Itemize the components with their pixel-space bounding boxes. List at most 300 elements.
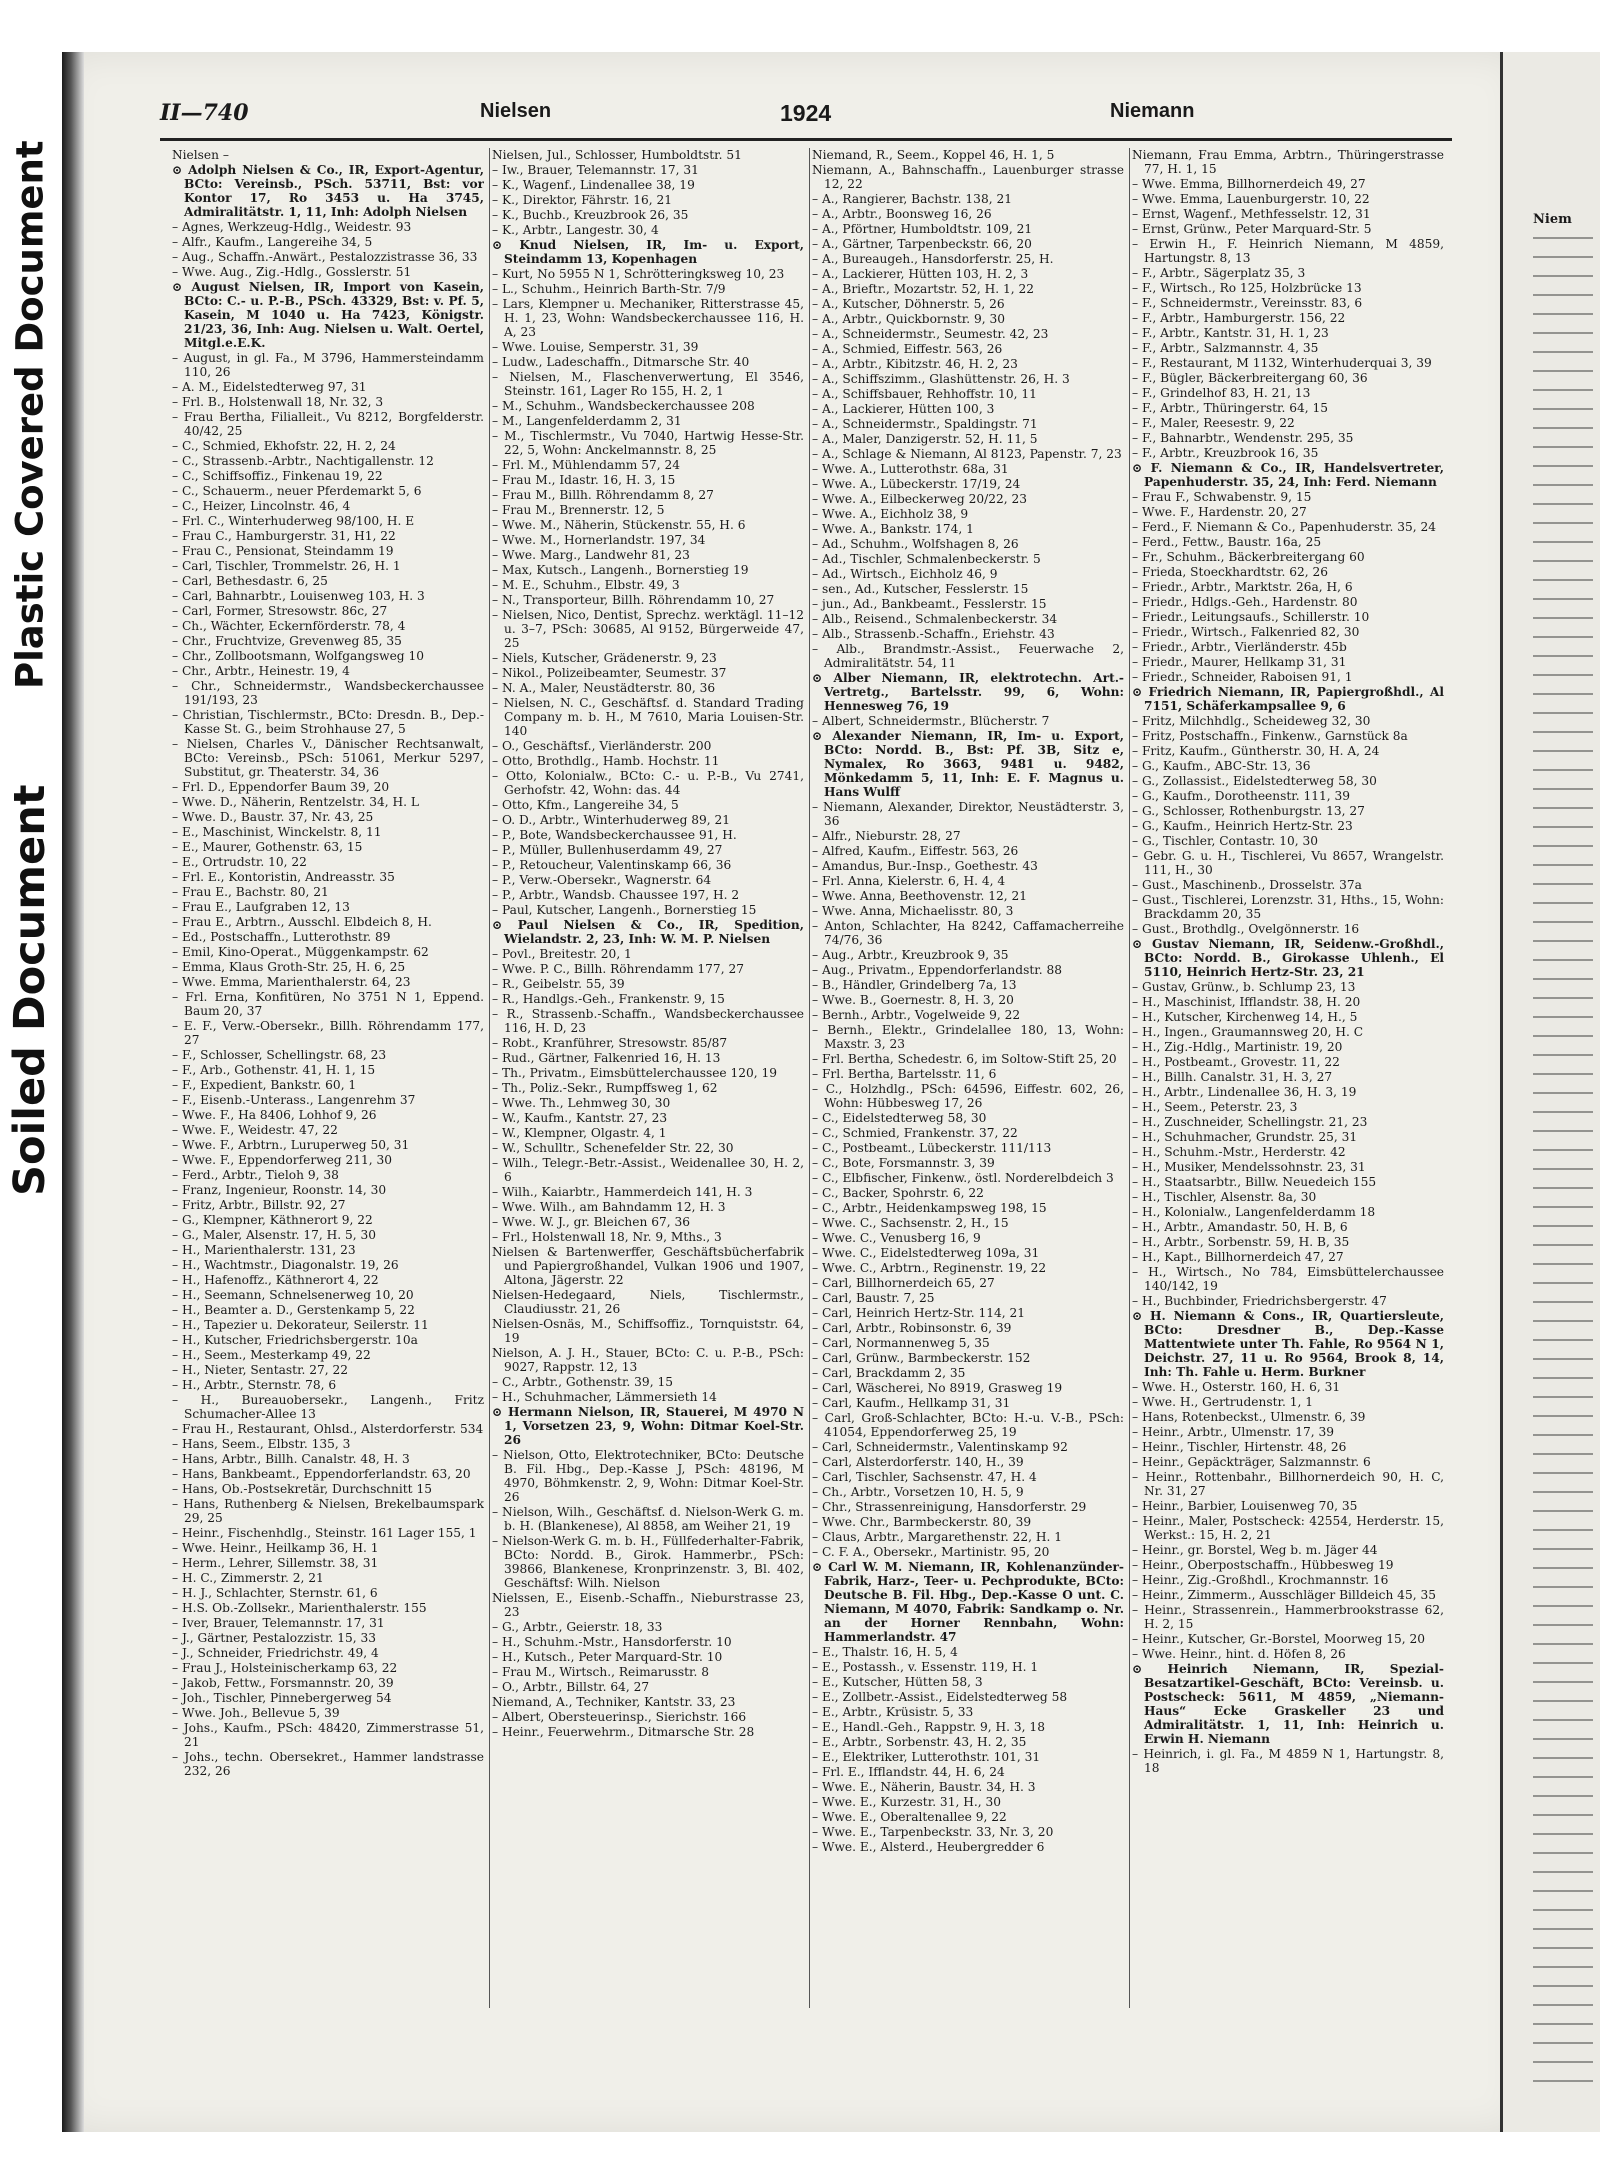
- directory-entry: – Th., Poliz.-Sekr., Rumpffsweg 1, 62: [492, 1081, 718, 1095]
- directory-entry: – Wwe. Marg., Landwehr 81, 23: [492, 548, 690, 562]
- firm-entry: ⊙ Alexander Niemann, IR, Im- u. Export, BCto: Nordd. B., Bst: Pf. 3B, Sitz e, Nymalex, Ro 3663, 9481 u. 9482, Mönkedamm 5, 11, Inh: E. F. Magnus u. Hans Wulff: [812, 729, 1124, 799]
- directory-entry: – C., Eidelstedterweg 58, 30: [812, 1111, 987, 1125]
- directory-entry: – H., Billh. Canalstr. 31, H. 3, 27: [1132, 1070, 1333, 1084]
- directory-entry: Nielsen –: [172, 148, 229, 162]
- directory-entry: – Nielsen, Charles V., Dänischer Rechtsanwalt, BCto: Vereinsb., PSch: 51061, Merkur 5297, Substitut, gr. Theaterstr. 34, 36: [172, 737, 484, 779]
- directory-entry: – H., Wachtmstr., Diagonalstr. 19, 26: [172, 1258, 399, 1272]
- firm-entry: ⊙ August Nielsen, IR, Import von Kasein, BCto: C.- u. P.-B., PSch. 43329, Bst: v. Pf. 5, Kasein, M 1040 u. Ha 7423, Königstr. 21/23, 36, Inh: Aug. Nielsen u. Walt. Oertel, Mitgl.e.E.K.: [172, 280, 484, 350]
- directory-entry: – P., Verw.-Obersekr., Wagnerstr. 64: [492, 873, 712, 887]
- directory-entry: – G., Tischler, Contastr. 10, 30: [1132, 834, 1319, 848]
- directory-entry: – Frau C., Hamburgerstr. 31, H1, 22: [172, 529, 396, 543]
- directory-entry: – H., Schuhmacher, Lämmersieth 14: [492, 1390, 717, 1404]
- directory-entry: – Wwe. P. C., Billh. Röhrendamm 177, 27: [492, 962, 744, 976]
- directory-entry: – Heinr., Maler, Postscheck: 42554, Herderstr. 15, Werkst.: 15, H. 2, 21: [1132, 1514, 1444, 1542]
- directory-entry: – Hans, Rotenbeckst., Ulmenstr. 6, 39: [1132, 1410, 1366, 1424]
- directory-entry: – A., Rangierer, Bachstr. 138, 21: [812, 192, 1012, 206]
- directory-entry: – C., Arbtr., Gothenstr. 39, 15: [492, 1375, 673, 1389]
- directory-entry: – Frl. M., Mühlendamm 57, 24: [492, 458, 680, 472]
- directory-entry: – Carl, Normannenweg 5, 35: [812, 1336, 990, 1350]
- directory-entry: – P., Arbtr., Wandsb. Chaussee 197, H. 2: [492, 888, 740, 902]
- directory-entry: – Fritz, Postschaffn., Finkenw., Garnstück 8a: [1132, 729, 1408, 743]
- directory-entry: – H., Arbtr., Sorbenstr. 59, H. B, 35: [1132, 1235, 1350, 1249]
- directory-entry: – G., Kaufm., Heinrich Hertz-Str. 23: [1132, 819, 1353, 833]
- directory-entry: – Carl, Bethesdastr. 6, 25: [172, 574, 328, 588]
- directory-entry: – A., Schneidermstr., Seumestr. 42, 23: [812, 327, 1049, 341]
- directory-entry: – M., Tischlermstr., Vu 7040, Hartwig Hesse-Str. 22, 5, Wohn: Anckelmannstr. 8, 25: [492, 429, 804, 457]
- directory-entry: Nielsen-Osnäs, M., Schiffsoffiz., Tornquiststr. 64, 19: [492, 1317, 804, 1345]
- directory-entry: – Wwe. M., Näherin, Stückenstr. 55, H. 6: [492, 518, 746, 532]
- directory-entry: – C., Schmied, Frankenstr. 37, 22: [812, 1126, 1018, 1140]
- directory-entry: Nielsen & Bartenwerffer, Geschäftsbücherfabrik und Papiergroßhandel, Vulkan 1906 und 1907, Altona, Jägerstr. 22: [492, 1245, 804, 1287]
- directory-entry: – E., Zollbetr.-Assist., Eidelstedterweg 58: [812, 1690, 1068, 1704]
- page-number: II—740: [160, 100, 249, 126]
- directory-entry: – Ch., Arbtr., Vorsetzen 10, H. 5, 9: [812, 1485, 1024, 1499]
- directory-entry: Nielsen-Hedegaard, Niels, Tischlermstr., Claudiusstr. 21, 26: [492, 1288, 804, 1316]
- header-right-name: Niemann: [1110, 100, 1195, 122]
- directory-entry: – Nikol., Polizeibeamter, Seumestr. 37: [492, 666, 727, 680]
- directory-entry: – Wwe. C., Arbtrn., Reginenstr. 19, 22: [812, 1261, 1047, 1275]
- directory-entry: – A., Arbtr., Kibitzstr. 46, H. 2, 23: [812, 357, 1018, 371]
- directory-entry: – Heinr., Rottenbahr., Billhornerdeich 90, H. C, Nr. 31, 27: [1132, 1470, 1444, 1498]
- directory-entry: – Wilh., Kaiarbtr., Hammerdeich 141, H. 3: [492, 1185, 753, 1199]
- directory-entry: – F., Arbtr., Thüringerstr. 64, 15: [1132, 401, 1328, 415]
- firm-entry: ⊙ Hermann Nielson, IR, Stauerei, M 4970 N 1, Vorsetzen 23, 9, Wohn: Ditmar Koel-Str. 26: [492, 1405, 804, 1447]
- directory-entry: – Carl, Tischler, Trommelstr. 26, H. 1: [172, 559, 401, 573]
- directory-entry: – Friedr., Arbtr., Marktstr. 26a, H, 6: [1132, 580, 1353, 594]
- directory-entry: – R., Strassenb.-Schaffn., Wandsbeckerchaussee 116, H. D, 23: [492, 1007, 804, 1035]
- directory-entry: – Amandus, Bur.-Insp., Goethestr. 43: [812, 859, 1038, 873]
- directory-entry: – N., Transporteur, Billh. Röhrendamm 10, 27: [492, 593, 775, 607]
- directory-entry: – Heinr., Arbtr., Ulmenstr. 17, 39: [1132, 1425, 1335, 1439]
- directory-entry: – Gustav, Grünw., b. Schlump 23, 13: [1132, 980, 1356, 994]
- directory-entry: – Wwe. Anna, Michaelisstr. 80, 3: [812, 904, 1014, 918]
- directory-entry: – Wwe. E., Kurzestr. 31, H., 30: [812, 1795, 1001, 1809]
- directory-entry: – Joh., Tischler, Pinnebergerweg 54: [172, 1691, 392, 1705]
- directory-entry: – E., Ortrudstr. 10, 22: [172, 855, 307, 869]
- firm-entry: ⊙ H. Niemann & Cons., IR, Quartiersleute, BCto: Dresdner B., Dep.-Kasse Mattentwiete unter Th. Fahle, Ro 9564 N 1, Deichstr. 27, 11 u. Ro 9564, Brook 8, 14, Inh: Th. Fahle u. Herm. Burkner: [1132, 1309, 1444, 1379]
- directory-entry: – Carl, Tischler, Sachsenstr. 47, H. 4: [812, 1470, 1037, 1484]
- directory-entry: – Ferd., Fettw., Baustr. 16a, 25: [1132, 535, 1322, 549]
- directory-entry: – A., Arbtr., Boonsweg 16, 26: [812, 207, 992, 221]
- directory-entry: – Heinr., Fischenhdlg., Steinstr. 161 Lager 155, 1: [172, 1526, 477, 1540]
- directory-entry: – F., Eisenb.-Unterass., Langenrehm 37: [172, 1093, 416, 1107]
- directory-entry: – A., Schneidermstr., Spaldingstr. 71: [812, 417, 1038, 431]
- directory-entry: – H., Kutscher, Friedrichsbergerstr. 10a: [172, 1333, 418, 1347]
- directory-entry: – W., Klempner, Olgastr. 4, 1: [492, 1126, 667, 1140]
- directory-entry: – Carl, Arbtr., Robinsonstr. 6, 39: [812, 1321, 1012, 1335]
- directory-entry: – Friedr., Schneider, Raboisen 91, 1: [1132, 670, 1353, 684]
- directory-entry: Niemand, A., Techniker, Kantstr. 33, 23: [492, 1695, 736, 1709]
- directory-entry: – Wwe. A., Lutterothstr. 68a, 31: [812, 462, 1009, 476]
- directory-entry: – Frau J., Holsteinischerkamp 63, 22: [172, 1661, 398, 1675]
- directory-entry: – A., Pförtner, Humboldtstr. 109, 21: [812, 222, 1033, 236]
- directory-entry: – Frau M., Brennerstr. 12, 5: [492, 503, 665, 517]
- directory-entry: – Carl, Heinrich Hertz-Str. 114, 21: [812, 1306, 1025, 1320]
- directory-entry: – Rud., Gärtner, Falkenried 16, H. 13: [492, 1051, 721, 1065]
- directory-entry: – P., Müller, Bullenhuserdamm 49, 27: [492, 843, 723, 857]
- directory-entry: – Wwe. Th., Lehmweg 30, 30: [492, 1096, 671, 1110]
- directory-entry: – Fr., Schuhm., Bäckerbreitergang 60: [1132, 550, 1365, 564]
- directory-entry: – G., Schlosser, Rothenburgstr. 13, 27: [1132, 804, 1365, 818]
- column-4: [1132, 148, 1444, 2018]
- directory-entry: – Anton, Schlachter, Ha 8242, Caffamacherreihe 74/76, 36: [812, 919, 1124, 947]
- directory-entry: – H., Kutscher, Kirchenweg 14, H., 5: [1132, 1010, 1358, 1024]
- header-rule: [160, 138, 1452, 141]
- directory-entry: – Claus, Arbtr., Margarethenstr. 22, H. 1: [812, 1530, 1063, 1544]
- directory-entry: – A., Brieftr., Mozartstr. 52, H. 1, 22: [812, 282, 1035, 296]
- directory-entry: – Aug., Schaffn.-Anwärt., Pestalozzistrasse 36, 33: [172, 250, 478, 264]
- directory-entry: – Wwe. Heinr., hint. d. Höfen 8, 26: [1132, 1647, 1346, 1661]
- directory-entry: – C., Arbtr., Heidenkampsweg 198, 15: [812, 1201, 1047, 1215]
- directory-entry: – Heinr., Oberpostschaffn., Hübbesweg 19: [1132, 1558, 1394, 1572]
- directory-entry: – Wwe. H., Osterstr. 160, H. 6, 31: [1132, 1380, 1341, 1394]
- directory-entry: – H., Buchbinder, Friedrichsbergerstr. 47: [1132, 1294, 1387, 1308]
- directory-entry: – Wwe. Anna, Beethovenstr. 12, 21: [812, 889, 1027, 903]
- directory-entry: – Wwe. F., Ha 8406, Lohhof 9, 26: [172, 1108, 377, 1122]
- directory-entry: – C., Backer, Spohrstr. 6, 22: [812, 1186, 984, 1200]
- directory-entry: – O., Geschäftsf., Vierländerstr. 200: [492, 739, 712, 753]
- directory-entry: – H., Schuhm.-Mstr., Herderstr. 42: [1132, 1145, 1346, 1159]
- directory-entry: – H., Musiker, Mendelssohnstr. 23, 31: [1132, 1160, 1366, 1174]
- directory-entry: – Povl., Breitestr. 20, 1: [492, 947, 632, 961]
- directory-entry: – Wwe. A., Bankstr. 174, 1: [812, 522, 974, 536]
- column-1: [172, 148, 484, 2018]
- directory-entry: – F., Arbtr., Hamburgerstr. 156, 22: [1132, 311, 1346, 325]
- directory-entry: – Christian, Tischlermstr., BCto: Dresdn. B., Dep.-Kasse St. G., beim Strohhause 27, 5: [172, 708, 484, 736]
- directory-entry: – G., Arbtr., Geierstr. 18, 33: [492, 1620, 663, 1634]
- directory-entry: – F., Schlosser, Schellingstr. 68, 23: [172, 1048, 387, 1062]
- firm-entry: ⊙ Paul Nielsen & Co., IR, Spedition, Wielandstr. 2, 23, Inh: W. M. P. Nielsen: [492, 918, 804, 946]
- directory-entry: – Frau E., Bachstr. 80, 21: [172, 885, 329, 899]
- directory-entry: – Wwe. W. J., gr. Bleichen 67, 36: [492, 1215, 690, 1229]
- directory-entry: – Wwe. A., Lübeckerstr. 17/19, 24: [812, 477, 1021, 491]
- directory-entry: – Heinr., Zimmerm., Ausschläger Billdeich 45, 35: [1132, 1588, 1436, 1602]
- directory-entry: – H., Seem., Peterstr. 23, 3: [1132, 1100, 1298, 1114]
- directory-entry: – Agnes, Werkzeug-Hdlg., Weidestr. 93: [172, 220, 412, 234]
- directory-entry: – Ad., Wirtsch., Eichholz 46, 9: [812, 567, 998, 581]
- directory-entry: – E., Elektriker, Lutterothstr. 101, 31: [812, 1750, 1041, 1764]
- directory-entry: – H., Arbtr., Amandastr. 50, H. B, 6: [1132, 1220, 1348, 1234]
- directory-entry: – E. F., Verw.-Obersekr., Billh. Röhrendamm 177, 27: [172, 1019, 484, 1047]
- directory-entry: – Wwe. C., Venusberg 16, 9: [812, 1231, 981, 1245]
- directory-entry: – Carl, Kaufm., Hellkamp 31, 31: [812, 1396, 1011, 1410]
- directory-entry: – Frau H., Restaurant, Ohlsd., Alsterdorferstr. 534: [172, 1422, 484, 1436]
- directory-entry: – Carl, Alsterdorferstr. 140, H., 39: [812, 1455, 1024, 1469]
- page-binding-shadow: [62, 52, 84, 2132]
- header-left-name: Nielsen: [480, 100, 552, 122]
- firm-entry: ⊙ F. Niemann & Co., IR, Handelsvertreter, Papenhuderstr. 35, 24, Inh: Ferd. Niemann: [1132, 461, 1444, 489]
- directory-entry: – Heinr., Tischler, Hirtenstr. 48, 26: [1132, 1440, 1347, 1454]
- plastic-covered-label: Plastic Covered Document: [8, 140, 52, 690]
- directory-entry: Niemand, R., Seem., Koppel 46, H. 1, 5: [812, 148, 1055, 162]
- directory-entry: – A., Schlage & Niemann, Al 8123, Papenstr. 7, 23: [812, 447, 1122, 461]
- directory-entry: – O., Arbtr., Billstr. 64, 27: [492, 1680, 650, 1694]
- next-page-edge: [1500, 52, 1600, 2132]
- directory-entry: – Carl, Groß-Schlachter, BCto: H.-u. V.-B., PSch: 41054, Eppendorferweg 25, 19: [812, 1411, 1124, 1439]
- directory-entry: – Ferd., F. Niemann & Co., Papenhuderstr. 35, 24: [1132, 520, 1436, 534]
- directory-entry: – F., Arbtr., Kantstr. 31, H. 1, 23: [1132, 326, 1329, 340]
- directory-entry: – Alfred, Kaufm., Eiffestr. 563, 26: [812, 844, 1019, 858]
- directory-entry: – Ferd., Arbtr., Tieloh 9, 38: [172, 1168, 339, 1182]
- firm-entry: ⊙ Heinrich Niemann, IR, Spezial-Besatzartikel-Geschäft, BCto: Vereinsb. u. Postscheck: 5611, M 4859, „Niemann-Haus“ Ecke Graskeller 23 und Admiralitätstr. 1, 11, Inh: Heinrich u. Erwin H. Niemann: [1132, 1662, 1444, 1746]
- directory-entry: – J., Schneider, Friedrichstr. 49, 4: [172, 1646, 379, 1660]
- directory-entry: – Heinrich, i. gl. Fa., M 4859 N 1, Hartungstr. 8, 18: [1132, 1747, 1444, 1775]
- directory-entry: – Wwe. Louise, Semperstr. 31, 39: [492, 340, 699, 354]
- directory-entry: – Hans, Bankbeamt., Eppendorferlandstr. 63, 20: [172, 1467, 471, 1481]
- directory-entry: – Ed., Postschaffn., Lutterothstr. 89: [172, 930, 391, 944]
- directory-entry: – G., Klempner, Käthnerort 9, 22: [172, 1213, 373, 1227]
- directory-entry: – Nielsen, Nico, Dentist, Sprechz. werktägl. 11–12 u. 3–7, PSch: 30685, Al 9152, Bürgerweide 47, 25: [492, 608, 804, 650]
- directory-entry: – A., Gärtner, Tarpenbeckstr. 66, 20: [812, 237, 1032, 251]
- directory-entry: – Wwe. Joh., Bellevue 5, 39: [172, 1706, 340, 1720]
- directory-entry: – F., Grindelhof 83, H. 21, 13: [1132, 386, 1311, 400]
- directory-entry: – A., Kutscher, Döhnerstr. 5, 26: [812, 297, 1005, 311]
- directory-entry: – H., Kapt., Billhornerdeich 47, 27: [1132, 1250, 1344, 1264]
- directory-entry: – F., Arbtr., Kreuzbrook 16, 35: [1132, 446, 1319, 460]
- page-header: [100, 100, 1452, 130]
- directory-entry: – W., Kaufm., Kantstr. 27, 23: [492, 1111, 668, 1125]
- directory-entry: – Alb., Brandmstr.-Assist., Feuerwache 2, Admiralitätstr. 54, 11: [812, 642, 1124, 670]
- firm-entry: ⊙ Friedrich Niemann, IR, Papiergroßhdl., Al 7151, Schäferkampsallee 9, 6: [1132, 685, 1444, 713]
- directory-entry: – H., Tapezier u. Dekorateur, Seilerstr. 11: [172, 1318, 429, 1332]
- directory-entry: – M., Langenfelderdamm 2, 31: [492, 414, 682, 428]
- directory-entry: – A., Maler, Danzigerstr. 52, H. 11, 5: [812, 432, 1038, 446]
- directory-entry: – B., Händler, Grindelberg 7a, 13: [812, 978, 1017, 992]
- directory-entry: – Frl. Erna, Konfitüren, No 3751 N 1, Eppend. Baum 20, 37: [172, 990, 484, 1018]
- directory-entry: – Heinr., Zig.-Großhdl., Krochmannstr. 16: [1132, 1573, 1389, 1587]
- directory-entry: – E., Maurer, Gothenstr. 63, 15: [172, 840, 363, 854]
- directory-entry: – M. E., Schuhm., Elbstr. 49, 3: [492, 578, 680, 592]
- directory-entry: – Herm., Lehrer, Sillemstr. 38, 31: [172, 1556, 379, 1570]
- directory-entry: – F., Schneidermstr., Vereinsstr. 83, 6: [1132, 296, 1363, 310]
- directory-entry: – Wwe. F., Eppendorferweg 211, 30: [172, 1153, 392, 1167]
- directory-entry: Niemann, A., Bahnschaffn., Lauenburger strasse 12, 22: [812, 163, 1124, 191]
- directory-entry: – Niemann, Alexander, Direktor, Neustädterstr. 3, 36: [812, 800, 1124, 828]
- directory-entry: – Wwe. D., Baustr. 37, Nr. 43, 25: [172, 810, 374, 824]
- directory-entry: – H., Tischler, Alsenstr. 8a, 30: [1132, 1190, 1317, 1204]
- directory-entry: – H., Marienthalerstr. 131, 23: [172, 1243, 356, 1257]
- directory-entry: – C., Strassenb.-Arbtr., Nachtigallenstr. 12: [172, 454, 434, 468]
- directory-entry: – Wwe. Wilh., am Bahndamm 12, H. 3: [492, 1200, 726, 1214]
- directory-entry: Nielson, A. J. H., Stauer, BCto: C. u. P.-B., PSch: 9027, Rappstr. 12, 13: [492, 1346, 804, 1374]
- directory-entry: – Ad., Schuhm., Wolfshagen 8, 26: [812, 537, 1019, 551]
- directory-entry: – F., Arbtr., Salzmannstr. 4, 35: [1132, 341, 1319, 355]
- directory-entry: – Albert, Schneidermstr., Blücherstr. 7: [812, 714, 1050, 728]
- directory-entry: – Heinr., Strassenrein., Hammerbrookstrasse 62, H. 2, 15: [1132, 1603, 1444, 1631]
- directory-entry: – Wwe. E., Alsterd., Heubergredder 6: [812, 1840, 1045, 1854]
- directory-entry: – C., Schmied, Ekhofstr. 22, H. 2, 24: [172, 439, 396, 453]
- directory-entry: – M., Schuhm., Wandsbeckerchaussee 208: [492, 399, 755, 413]
- directory-entry: – L., Schuhm., Heinrich Barth-Str. 7/9: [492, 282, 726, 296]
- directory-entry: – E., Arbtr., Krüsistr. 5, 33: [812, 1705, 974, 1719]
- directory-entry: – Fritz, Kaufm., Güntherstr. 30, H. A, 24: [1132, 744, 1380, 758]
- directory-entry: – Frl., Holstenwall 18, Nr. 9, Mths., 3: [492, 1230, 722, 1244]
- directory-entry: – H., Staatsarbtr., Billw. Neuedeich 155: [1132, 1175, 1377, 1189]
- directory-entry: – Ad., Tischler, Schmalenbeckerstr. 5: [812, 552, 1041, 566]
- directory-entry: – Wwe. F., Arbtrn., Luruperweg 50, 31: [172, 1138, 410, 1152]
- directory-entry: – Carl, Billhornerdeich 65, 27: [812, 1276, 995, 1290]
- directory-entry: – Otto, Brothdlg., Hamb. Hochstr. 11: [492, 754, 720, 768]
- directory-entry: – Friedr., Maurer, Hellkamp 31, 31: [1132, 655, 1347, 669]
- directory-entry: – Bernh., Arbtr., Vogelweide 9, 22: [812, 1008, 1021, 1022]
- directory-entry: – Nielson-Werk G. m. b. H., Füllfederhalter-Fabrik, BCto: Nordd. B., Girok. Hammerbr., PSch: 39866, Blankenese, Kronprinzenstr. 3, Bl. 402, Geschäftsf: Wilh. Nielson: [492, 1534, 804, 1590]
- directory-entry: – Friedr., Hdlgs.-Geh., Hardenstr. 80: [1132, 595, 1358, 609]
- directory-entry: – W., Schulltr., Schenefelder Str. 22, 30: [492, 1141, 734, 1155]
- directory-entry: – A. M., Eidelstedterweg 97, 31: [172, 380, 367, 394]
- directory-entry: – K., Wagenf., Lindenallee 38, 19: [492, 178, 695, 192]
- directory-entry: – Nielson, Otto, Elektrotechniker, BCto: Deutsche B. Fil. Hbg., Dep.-Kasse J, PSch: 48196, M 4970, Böhmkenstr. 2, 9, Wohn: Ditmar Koel-Str. 26: [492, 1448, 804, 1504]
- column-2: [492, 148, 804, 2018]
- directory-entry: – Wwe. E., Tarpenbeckstr. 33, Nr. 3, 20: [812, 1825, 1054, 1839]
- firm-entry: ⊙ Adolph Nielsen & Co., IR, Export-Agentur, BCto: Vereinsb., PSch. 53711, Bst: vor Kontor 17, Ro 3453 u. Ha 3745, Admiralitätstr. 1, 11, Inh: Adolph Nielsen: [172, 163, 484, 219]
- directory-entry: – A., Schmied, Eiffestr. 563, 26: [812, 342, 1003, 356]
- directory-entry: – H., Maschinist, Ifflandstr. 38, H. 20: [1132, 995, 1361, 1009]
- directory-entry: – A., Arbtr., Quickbornstr. 9, 30: [812, 312, 1005, 326]
- firm-entry: ⊙ Knud Nielsen, IR, Im- u. Export, Steindamm 13, Kopenhagen: [492, 238, 804, 266]
- directory-entry: – C., Heizer, Lincolnstr. 46, 4: [172, 499, 351, 513]
- directory-entry: – Fritz, Milchhdlg., Scheideweg 32, 30: [1132, 714, 1371, 728]
- directory-entry: – H., Zig.-Hdlg., Martinistr. 19, 20: [1132, 1040, 1343, 1054]
- column-3: [812, 148, 1124, 2018]
- directory-entry: – Frau Bertha, Filialleit., Vu 8212, Borgfelderstr. 40/42, 25: [172, 410, 484, 438]
- directory-entry: – E., Handl.-Geh., Rappstr. 9, H. 3, 18: [812, 1720, 1045, 1734]
- side-labels: [0, 140, 60, 1280]
- firm-entry: ⊙ Gustav Niemann, IR, Seidenw.-Großhdl., BCto: Nordd. B., Girokasse Uhlenh., El 5110, Heinrich Hertz-Str. 23, 21: [1132, 937, 1444, 979]
- directory-entry: – Wwe. C., Sachsenstr. 2, H., 15: [812, 1216, 1009, 1230]
- directory-entry: – Niels, Kutscher, Grädenerstr. 9, 23: [492, 651, 717, 665]
- directory-entry: – F., Arb., Gothenstr. 41, H. 1, 15: [172, 1063, 376, 1077]
- directory-entry: – Wwe. E., Näherin, Baustr. 34, H. 3: [812, 1780, 1036, 1794]
- directory-entry: – Alfr., Nieburstr. 28, 27: [812, 829, 961, 843]
- directory-entry: – O. D., Arbtr., Winterhuderweg 89, 21: [492, 813, 731, 827]
- directory-entry: – Frau E., Arbtrn., Ausschl. Elbdeich 8, H.: [172, 915, 432, 929]
- directory-entry: – Kurt, No 5955 N 1, Schrötteringksweg 10, 23: [492, 267, 785, 281]
- directory-entry: – J., Gärtner, Pestalozzistr. 15, 33: [172, 1631, 376, 1645]
- directory-entry: – Frau M., Billh. Röhrendamm 8, 27: [492, 488, 714, 502]
- directory-entry: – Friedr., Wirtsch., Falkenried 82, 30: [1132, 625, 1360, 639]
- directory-entry: – H., Seem., Mesterkamp 49, 22: [172, 1348, 371, 1362]
- directory-entry: – Emma, Klaus Groth-Str. 25, H. 6, 25: [172, 960, 406, 974]
- directory-entry: – Albert, Obersteuerinsp., Sierichstr. 166: [492, 1710, 747, 1724]
- directory-entry: – Nielsen, N. C., Geschäftsf. d. Standard Trading Company m. b. H., M 7610, Maria Louisen-Str. 140: [492, 696, 804, 738]
- directory-entry: – H., Beamter a. D., Gerstenkamp 5, 22: [172, 1303, 415, 1317]
- directory-entry: – Emil, Kino-Operat., Müggenkampstr. 62: [172, 945, 429, 959]
- directory-entry: – H.S. Ob.-Zollsekr., Marienthalerstr. 155: [172, 1601, 427, 1615]
- directory-entry: – Chr., Schneidermstr., Wandsbeckerchaussee 191/193, 23: [172, 679, 484, 707]
- directory-entry: – H., Nieter, Sentastr. 27, 22: [172, 1363, 349, 1377]
- directory-entry: – F., Bügler, Bäckerbreitergang 60, 36: [1132, 371, 1368, 385]
- directory-entry: – Wwe. E., Oberaltenallee 9, 22: [812, 1810, 1007, 1824]
- directory-entry: – Wwe. Emma, Billhornerdeich 49, 27: [1132, 177, 1366, 191]
- directory-entry: – jun., Ad., Bankbeamt., Fesslerstr. 15: [812, 597, 1047, 611]
- directory-entry: – Frl. Anna, Kielerstr. 6, H. 4, 4: [812, 874, 1006, 888]
- directory-entry: – K., Buchb., Kreuzbrook 26, 35: [492, 208, 689, 222]
- directory-entry: – Heinr., Barbier, Louisenweg 70, 35: [1132, 1499, 1358, 1513]
- directory-entry: – Heinr., Gepäckträger, Salzmannstr. 6: [1132, 1455, 1371, 1469]
- directory-entry: – A., Schiffszimm., Glashüttenstr. 26, H. 3: [812, 372, 1070, 386]
- directory-entry: – Wwe. A., Eilbeckerweg 20/22, 23: [812, 492, 1027, 506]
- directory-entry: – Carl, Baustr. 7, 25: [812, 1291, 935, 1305]
- directory-entry: – Wwe. Emma, Lauenburgerstr. 10, 22: [1132, 192, 1370, 206]
- directory-entry: – Max, Kutsch., Langenh., Bornerstieg 19: [492, 563, 749, 577]
- soiled-document-label: Soiled Document: [5, 784, 55, 1196]
- directory-entry: – Bernh., Elektr., Grindelallee 180, 13, Wohn: Maxstr. 3, 23: [812, 1023, 1124, 1051]
- directory-entry: – Wwe. Emma, Marienthalerstr. 64, 23: [172, 975, 411, 989]
- directory-entry: – H., Bureauobersekr., Langenh., Fritz Schumacher-Allee 13: [172, 1393, 484, 1421]
- directory-entry: – Carl, Schneidermstr., Valentinskamp 92: [812, 1440, 1068, 1454]
- directory-entry: – Hans, Ob.-Postsekretär, Durchschnitt 15: [172, 1482, 432, 1496]
- directory-entry: – Gust., Brothdlg., Ovelgönnerstr. 16: [1132, 922, 1360, 936]
- directory-entry: – Frieda, Stoeckhardtstr. 62, 26: [1132, 565, 1328, 579]
- directory-entry: – R., Geibelstr. 55, 39: [492, 977, 625, 991]
- directory-entry: – Frl. D., Eppendorfer Baum 39, 20: [172, 780, 390, 794]
- directory-entry: – G., Kaufm., ABC-Str. 13, 36: [1132, 759, 1311, 773]
- directory-entry: – H., Arbtr., Sternstr. 78, 6: [172, 1378, 337, 1392]
- directory-entry: – Fritz, Arbtr., Billstr. 92, 27: [172, 1198, 346, 1212]
- directory-entry: – Wwe. Chr., Barmbeckerstr. 80, 39: [812, 1515, 1032, 1529]
- directory-entry: – Wwe. M., Hornerlandstr. 197, 34: [492, 533, 706, 547]
- directory-entry: – Alb., Reisend., Schmalenbeckerstr. 34: [812, 612, 1058, 626]
- directory-entry: – Erwin H., F. Heinrich Niemann, M 4859, Hartungstr. 8, 13: [1132, 237, 1444, 265]
- directory-entry: – H., Schuhmacher, Grundstr. 25, 31: [1132, 1130, 1358, 1144]
- directory-entry: – F., Arbtr., Sägerplatz 35, 3: [1132, 266, 1306, 280]
- directory-entry: – E., Thalstr. 16, H. 5, 4: [812, 1645, 958, 1659]
- directory-entry: – H., Arbtr., Lindenallee 36, H. 3, 19: [1132, 1085, 1357, 1099]
- directory-entry: – Jakob, Fettw., Forsmannstr. 20, 39: [172, 1676, 394, 1690]
- directory-entry: – Frl. B., Holstenwall 18, Nr. 32, 3: [172, 395, 384, 409]
- directory-entry: – H., Zuschneider, Schellingstr. 21, 23: [1132, 1115, 1368, 1129]
- directory-entry: – H., Kolonialw., Langenfelderdamm 18: [1132, 1205, 1376, 1219]
- directory-entry: – H., Wirtsch., No 784, Eimsbüttelerchaussee 140/142, 19: [1132, 1265, 1444, 1293]
- directory-entry: – Wwe. D., Näherin, Rentzelstr. 34, H. L: [172, 795, 419, 809]
- directory-entry: – Franz, Ingenieur, Roonstr. 14, 30: [172, 1183, 387, 1197]
- directory-entry: – Chr., Fruchtvize, Grevenweg 85, 35: [172, 634, 402, 648]
- directory-entry: – H., Kutsch., Peter Marquard-Str. 10: [492, 1650, 723, 1664]
- directory-entry: – G., Maler, Alsenstr. 17, H. 5, 30: [172, 1228, 377, 1242]
- directory-entry: – H., Schuhm.-Mstr., Hansdorferstr. 10: [492, 1635, 732, 1649]
- directory-entry: – Wilh., Telegr.-Betr.-Assist., Weidenallee 30, H. 2, 6: [492, 1156, 804, 1184]
- directory-entry: – F., Restaurant, M 1132, Winterhuderquai 3, 39: [1132, 356, 1432, 370]
- directory-entry: – Hans, Seem., Elbstr. 135, 3: [172, 1437, 351, 1451]
- directory-entry: – Ludw., Ladeschaffn., Ditmarsche Str. 40: [492, 355, 750, 369]
- next-page-text-lines: [1533, 237, 1593, 2087]
- directory-entry: – Th., Privatm., Eimsbüttelerchaussee 120, 19: [492, 1066, 778, 1080]
- directory-entry: – Frau M., Wirtsch., Reimarusstr. 8: [492, 1665, 710, 1679]
- header-year: 1924: [780, 100, 832, 126]
- directory-entry: Nielsen, Jul., Schlosser, Humboldtstr. 51: [492, 148, 742, 162]
- directory-entry: – E., Postassh., v. Essenstr. 119, H. 1: [812, 1660, 1039, 1674]
- directory-entry: – Nielsen, M., Flaschenverwertung, El 3546, Steinstr. 161, Lager Ro 155, H. 2, 1: [492, 370, 804, 398]
- directory-entry: – Frl. C., Winterhuderweg 98/100, H. E: [172, 514, 415, 528]
- directory-entry: – Gust., Tischlerei, Lorenzstr. 31, Hths., 15, Wohn: Brackdamm 20, 35: [1132, 893, 1444, 921]
- directory-entry: – H., Postbeamt., Grovestr. 11, 22: [1132, 1055, 1340, 1069]
- next-page-heading: Niem: [1533, 212, 1572, 227]
- directory-entry: – F., Expedient, Bankstr. 60, 1: [172, 1078, 357, 1092]
- directory-entry: – Alb., Strassenb.-Schaffn., Eriehstr. 43: [812, 627, 1055, 641]
- directory-entry: – Hans, Ruthenberg & Nielsen, Brekelbaumspark 29, 25: [172, 1497, 484, 1525]
- directory-entry: – Carl, Bahnarbtr., Louisenweg 103, H. 3: [172, 589, 425, 603]
- directory-entry: – H. J., Schlachter, Sternstr. 61, 6: [172, 1586, 378, 1600]
- directory-entry: – H. C., Zimmerstr. 2, 21: [172, 1571, 324, 1585]
- directory-entry: – F., Bahnarbtr., Wendenstr. 295, 35: [1132, 431, 1354, 445]
- directory-entry: – C., Schauerm., neuer Pferdemarkt 5, 6: [172, 484, 422, 498]
- directory-entry: – Heinr., Feuerwehrm., Ditmarsche Str. 28: [492, 1725, 755, 1739]
- directory-entry: – Johs., Kaufm., PSch: 48420, Zimmerstrasse 51, 21: [172, 1721, 484, 1749]
- directory-entry: – Chr., Strassenreinigung, Hansdorferstr. 29: [812, 1500, 1087, 1514]
- directory-entry: – G., Kaufm., Dorotheenstr. 111, 39: [1132, 789, 1350, 803]
- directory-entry: – Johs., techn. Obersekret., Hammer landstrasse 232, 26: [172, 1750, 484, 1778]
- directory-entry: – A., Lackierer, Hütten 103, H. 2, 3: [812, 267, 1029, 281]
